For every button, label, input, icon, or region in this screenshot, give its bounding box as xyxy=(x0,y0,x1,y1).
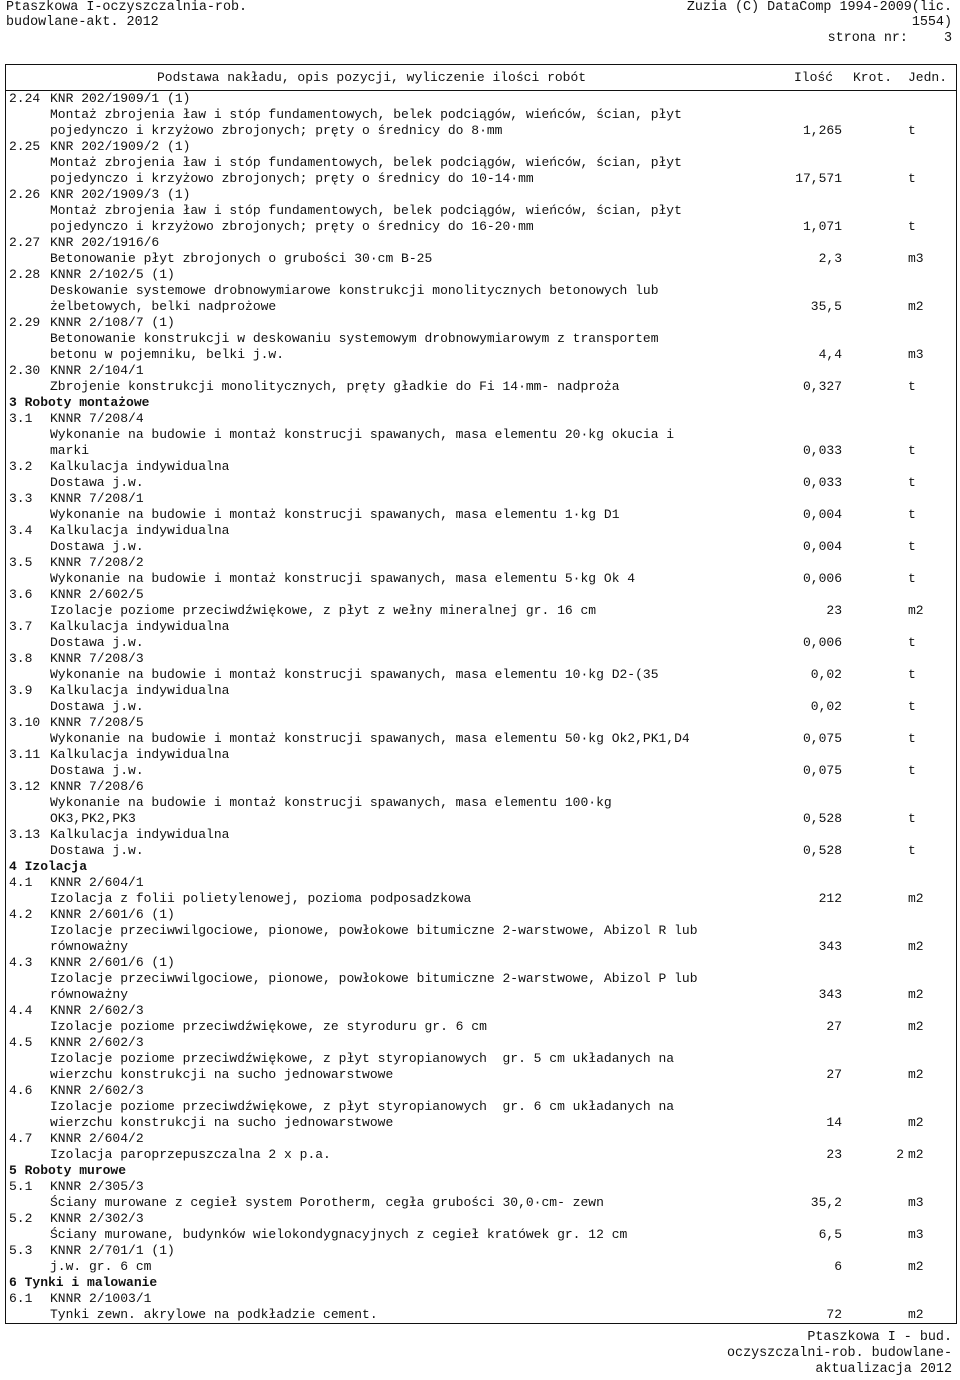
table-row xyxy=(6,155,956,171)
table-row xyxy=(6,635,956,651)
footer xyxy=(727,1330,952,1378)
item-unit: m2 xyxy=(908,939,924,954)
item-description: Wykonanie na budowie i montaż konstrucji spawanych, masa elementu 20·kg okucia i xyxy=(50,427,675,442)
item-number: 3.1 xyxy=(9,411,33,426)
header-project-line1: Ptaszkowa I-oczyszczalnia-rob. xyxy=(6,0,248,15)
item-quantity: 0,528 xyxy=(802,843,842,858)
item-description: KNR 202/1909/2 (1) xyxy=(50,139,191,154)
item-description: OK3,PK2,PK3 xyxy=(50,811,136,826)
item-description: pojedynczo i krzyżowo zbrojonych; pręty o średnicy do 10-14·mm xyxy=(50,171,534,186)
item-unit: t xyxy=(908,507,916,522)
item-description: j.w. gr. 6 cm xyxy=(50,1259,152,1274)
item-description: KNNR 2/602/5 xyxy=(50,587,144,602)
item-description: Dostawa j.w. xyxy=(50,635,144,650)
table-row xyxy=(6,443,956,459)
table-row xyxy=(6,107,956,123)
item-description: KNR 202/1909/1 (1) xyxy=(50,91,191,106)
item-quantity: 27 xyxy=(826,1067,842,1082)
item-quantity: 23 xyxy=(826,1147,842,1162)
item-quantity: 1,071 xyxy=(802,219,842,234)
table-row xyxy=(6,891,956,907)
table-row xyxy=(6,1099,956,1115)
item-unit: t xyxy=(908,731,916,746)
item-unit: m2 xyxy=(908,1259,924,1274)
item-unit: t xyxy=(908,571,916,586)
item-description: KNNR 7/208/2 xyxy=(50,555,144,570)
item-description: Izolacje przeciwwilgociowe, pionowe, powłokowe bitumiczne 2-warstwowe, Abizol R lub xyxy=(50,923,698,938)
table-row xyxy=(6,507,956,523)
table-row xyxy=(6,1195,956,1211)
item-description: Dostawa j.w. xyxy=(50,763,144,778)
item-unit: m2 xyxy=(908,1307,924,1322)
item-unit: m2 xyxy=(908,1115,924,1130)
table-row xyxy=(6,731,956,747)
item-quantity: 212 xyxy=(818,891,842,906)
item-description: KNNR 2/305/3 xyxy=(50,1179,144,1194)
table-row xyxy=(6,603,956,619)
table-row xyxy=(6,1067,956,1083)
item-quantity: 0,033 xyxy=(802,443,842,458)
item-number: 3.4 xyxy=(9,523,33,538)
item-unit: t xyxy=(908,843,916,858)
table-row xyxy=(6,1211,956,1227)
item-description: KNNR 2/602/3 xyxy=(50,1003,144,1018)
item-description: Montaż zbrojenia ław i stóp fundamentowych, belek podciągów, wieńców, ścian, płyt xyxy=(50,155,682,170)
item-quantity: 4,4 xyxy=(818,347,842,362)
item-description: Wykonanie na budowie i montaż konstrucji spawanych, masa elementu 100·kg xyxy=(50,795,612,810)
column-header-quantity: Ilość xyxy=(794,70,834,85)
item-description: KNNR 2/602/3 xyxy=(50,1083,144,1098)
item-quantity: 6,5 xyxy=(818,1227,842,1242)
item-description: KNNR 2/601/6 (1) xyxy=(50,907,175,922)
item-description: Deskowanie systemowe drobnowymiarowe konstrukcji monolitycznych betonowych lub xyxy=(50,283,659,298)
page-label: strona nr: xyxy=(827,31,908,46)
table-row xyxy=(6,987,956,1003)
table-row xyxy=(6,1115,956,1131)
table-row xyxy=(6,923,956,939)
item-quantity: 6 xyxy=(834,1259,842,1274)
item-description: Montaż zbrojenia ław i stóp fundamentowych, belek podciągów, wieńców, ścian, płyt xyxy=(50,107,682,122)
table-row xyxy=(6,619,956,635)
item-unit: t xyxy=(908,123,916,138)
header-software-line2: 1554) xyxy=(911,15,952,30)
item-description: KNNR 7/208/1 xyxy=(50,491,144,506)
item-description: Kalkulacja indywidualna xyxy=(50,827,230,842)
item-number: 3.3 xyxy=(9,491,33,506)
item-description: KNNR 7/208/3 xyxy=(50,651,144,666)
table-row xyxy=(6,747,956,763)
item-number: 3.5 xyxy=(9,555,33,570)
table-row xyxy=(6,1147,956,1163)
item-unit: t xyxy=(908,379,916,394)
table-row xyxy=(6,523,956,539)
item-description: KNNR 2/604/1 xyxy=(50,875,144,890)
item-description: Zbrojenie konstrukcji monolitycznych, pręty gładkie do Fi 14·mm- nadproża xyxy=(50,379,620,394)
table-row xyxy=(6,1083,956,1099)
table-row xyxy=(6,955,956,971)
table-row xyxy=(6,683,956,699)
item-description: Betonowanie płyt zbrojonych o grubości 30·cm B-25 xyxy=(50,251,433,266)
table-row xyxy=(6,843,956,859)
table-row xyxy=(6,331,956,347)
item-unit: t xyxy=(908,443,916,458)
table-row xyxy=(6,491,956,507)
item-number: 3.6 xyxy=(9,587,33,602)
item-quantity: 343 xyxy=(818,939,842,954)
item-description: KNNR 2/601/6 (1) xyxy=(50,955,175,970)
item-description: Izolacja paroprzepuszczalna 2 x p.a. xyxy=(50,1147,331,1162)
item-description: betonu w pojemniku, belki j.w. xyxy=(50,347,285,362)
table-row xyxy=(6,971,956,987)
item-quantity: 27 xyxy=(826,1019,842,1034)
item-number: 4.4 xyxy=(9,1003,33,1018)
table-row xyxy=(6,363,956,379)
item-description: marki xyxy=(50,443,90,458)
item-quantity: 0,004 xyxy=(802,507,842,522)
table-body xyxy=(6,91,956,1323)
item-unit: m2 xyxy=(908,987,924,1002)
item-quantity: 35,2 xyxy=(810,1195,842,1210)
item-quantity: 0,075 xyxy=(802,731,842,746)
item-number: 3.13 xyxy=(9,827,41,842)
item-description: Kalkulacja indywidualna xyxy=(50,523,230,538)
item-description: KNNR 7/208/5 xyxy=(50,715,144,730)
item-description: Kalkulacja indywidualna xyxy=(50,683,230,698)
section-heading-row xyxy=(6,859,956,875)
column-header-multiplier: Krot. xyxy=(853,70,893,85)
item-number: 2.29 xyxy=(9,315,41,330)
item-description: Betonowanie konstrukcji w deskowaniu systemowym drobnowymiarowym z transportem xyxy=(50,331,659,346)
item-description: Tynki zewn. akrylowe na podkładzie cement. xyxy=(50,1307,378,1322)
item-unit: m2 xyxy=(908,1147,924,1162)
table-row xyxy=(6,411,956,427)
item-description: Izolacja z folii polietylenowej, pozioma podposadzkowa xyxy=(50,891,472,906)
table-row xyxy=(6,779,956,795)
table-row xyxy=(6,315,956,331)
item-unit: m2 xyxy=(908,299,924,314)
item-number: 4.3 xyxy=(9,955,33,970)
item-description: Wykonanie na budowie i montaż konstrucji spawanych, masa elementu 50·kg Ok2,PK1,D4 xyxy=(50,731,690,746)
item-description: KNNR 7/208/4 xyxy=(50,411,144,426)
table-row xyxy=(6,1019,956,1035)
item-description: wierzchu konstrukcji na sucho jednowarstwowe xyxy=(50,1115,394,1130)
page-number-block xyxy=(828,31,952,46)
section-heading-row xyxy=(6,1163,956,1179)
table-row xyxy=(6,907,956,923)
item-number: 2.24 xyxy=(9,91,41,106)
cost-estimate-table xyxy=(5,64,957,1324)
table-row xyxy=(6,299,956,315)
item-quantity: 0,02 xyxy=(810,667,842,682)
item-description: Dostawa j.w. xyxy=(50,699,144,714)
table-row xyxy=(6,379,956,395)
section-heading-row xyxy=(6,1275,956,1291)
header-left xyxy=(6,0,247,30)
table-row xyxy=(6,763,956,779)
item-description: żelbetowych, belki nadprożowe xyxy=(50,299,277,314)
item-quantity: 0,528 xyxy=(802,811,842,826)
item-quantity: 0,033 xyxy=(802,475,842,490)
table-row xyxy=(6,475,956,491)
item-description: Izolacje poziome przeciwdźwiękowe, z płyt styropianowych gr. 5 cm układanych na xyxy=(50,1051,675,1066)
item-description: KNR 202/1909/3 (1) xyxy=(50,187,191,202)
item-number: 2.25 xyxy=(9,139,41,154)
section-title: 3 Roboty montażowe xyxy=(9,395,150,410)
item-description: KNNR 2/602/3 xyxy=(50,1035,144,1050)
item-description: KNNR 2/701/1 (1) xyxy=(50,1243,175,1258)
item-quantity: 1,265 xyxy=(802,123,842,138)
item-description: KNR 202/1916/6 xyxy=(50,235,160,250)
item-quantity: 0,075 xyxy=(802,763,842,778)
column-header-description: Podstawa nakładu, opis pozycji, wyliczenie ilości robót xyxy=(157,70,587,85)
table-row xyxy=(6,1003,956,1019)
table-header xyxy=(6,65,956,91)
table-row xyxy=(6,1243,956,1259)
table-row xyxy=(6,555,956,571)
table-row xyxy=(6,1259,956,1275)
item-quantity: 0,006 xyxy=(802,571,842,586)
table-row xyxy=(6,427,956,443)
item-number: 2.27 xyxy=(9,235,41,250)
item-description: Wykonanie na budowie i montaż konstrucji spawanych, masa elementu 1·kg D1 xyxy=(50,507,620,522)
table-row xyxy=(6,267,956,283)
section-heading-row xyxy=(6,395,956,411)
item-description: równoważny xyxy=(50,987,129,1002)
table-row xyxy=(6,587,956,603)
item-number: 2.28 xyxy=(9,267,41,282)
item-description: KNNR 2/102/5 (1) xyxy=(50,267,175,282)
item-unit: m3 xyxy=(908,251,924,266)
item-unit: t xyxy=(908,667,916,682)
item-number: 3.12 xyxy=(9,779,41,794)
item-unit: m2 xyxy=(908,1067,924,1082)
table-row xyxy=(6,1035,956,1051)
table-row xyxy=(6,1291,956,1307)
table-row xyxy=(6,1131,956,1147)
table-row xyxy=(6,91,956,107)
item-unit: t xyxy=(908,171,916,186)
table-row xyxy=(6,1179,956,1195)
item-unit: m2 xyxy=(908,891,924,906)
item-number: 4.2 xyxy=(9,907,33,922)
item-quantity: 343 xyxy=(818,987,842,1002)
item-number: 5.2 xyxy=(9,1211,33,1226)
item-description: pojedynczo i krzyżowo zbrojonych; pręty o średnicy do 8·mm xyxy=(50,123,503,138)
table-row xyxy=(6,939,956,955)
item-description: KNNR 2/302/3 xyxy=(50,1211,144,1226)
item-description: Izolacje przeciwwilgociowe, pionowe, powłokowe bitumiczne 2-warstwowe, Abizol P lub xyxy=(50,971,698,986)
table-row xyxy=(6,139,956,155)
table-row xyxy=(6,811,956,827)
item-description: pojedynczo i krzyżowo zbrojonych; pręty o średnicy do 16-20·mm xyxy=(50,219,534,234)
footer-line1: Ptaszkowa I - bud. xyxy=(807,1330,952,1345)
table-row xyxy=(6,795,956,811)
item-unit: m3 xyxy=(908,1195,924,1210)
table-row xyxy=(6,219,956,235)
header-right xyxy=(687,0,952,30)
table-row xyxy=(6,171,956,187)
item-unit: m2 xyxy=(908,603,924,618)
table-row xyxy=(6,459,956,475)
table-row xyxy=(6,699,956,715)
item-description: wierzchu konstrukcji na sucho jednowarstwowe xyxy=(50,1067,394,1082)
table-row xyxy=(6,1227,956,1243)
table-row xyxy=(6,571,956,587)
item-number: 4.7 xyxy=(9,1131,33,1146)
item-description: Ściany murowane, budynków wielokondygnacyjnych z cegieł kratówek gr. 12 cm xyxy=(50,1227,628,1242)
table-row xyxy=(6,187,956,203)
item-description: Wykonanie na budowie i montaż konstrucji spawanych, masa elementu 10·kg D2-(35 xyxy=(50,667,659,682)
item-unit: m3 xyxy=(908,1227,924,1242)
table-row xyxy=(6,539,956,555)
table-row xyxy=(6,123,956,139)
item-unit: m2 xyxy=(908,1019,924,1034)
item-unit: t xyxy=(908,219,916,234)
footer-line2: oczyszczalni-rob. budowlane- xyxy=(727,1346,952,1361)
item-number: 3.7 xyxy=(9,619,33,634)
item-quantity: 23 xyxy=(826,603,842,618)
item-description: Dostawa j.w. xyxy=(50,843,144,858)
item-description: KNNR 7/208/6 xyxy=(50,779,144,794)
table-row xyxy=(6,1307,956,1323)
table-row xyxy=(6,827,956,843)
item-number: 3.11 xyxy=(9,747,41,762)
item-quantity: 0,004 xyxy=(802,539,842,554)
item-description: KNNR 2/108/7 (1) xyxy=(50,315,175,330)
item-number: 5.1 xyxy=(9,1179,33,1194)
item-quantity: 35,5 xyxy=(810,299,842,314)
item-number: 4.5 xyxy=(9,1035,33,1050)
item-quantity: 0,006 xyxy=(802,635,842,650)
header-software-line1: Zuzia (C) DataComp 1994-2009(lic. xyxy=(686,0,952,15)
item-unit: m3 xyxy=(908,347,924,362)
item-quantity: 17,571 xyxy=(795,171,842,186)
item-description: Dostawa j.w. xyxy=(50,539,144,554)
table-row xyxy=(6,203,956,219)
item-number: 5.3 xyxy=(9,1243,33,1258)
item-number: 2.26 xyxy=(9,187,41,202)
item-description: Ściany murowane z cegieł system Porotherm, cegła grubości 30,0·cm- zewn xyxy=(50,1195,604,1210)
item-description: Kalkulacja indywidualna xyxy=(50,619,230,634)
item-multiplier: 2 xyxy=(896,1147,904,1162)
table-row xyxy=(6,875,956,891)
item-description: KNNR 2/604/2 xyxy=(50,1131,144,1146)
item-unit: t xyxy=(908,699,916,714)
item-unit: t xyxy=(908,763,916,778)
table-row xyxy=(6,651,956,667)
item-number: 3.10 xyxy=(9,715,41,730)
table-row xyxy=(6,1051,956,1067)
item-description: Montaż zbrojenia ław i stóp fundamentowych, belek podciągów, wieńców, ścian, płyt xyxy=(50,203,682,218)
item-description: Izolacje poziome przeciwdźwiękowe, z płyt styropianowych gr. 6 cm układanych na xyxy=(50,1099,675,1114)
item-description: Kalkulacja indywidualna xyxy=(50,459,230,474)
item-description: KNNR 2/1003/1 xyxy=(50,1291,152,1306)
item-quantity: 2,3 xyxy=(818,251,842,266)
item-quantity: 14 xyxy=(826,1115,842,1130)
item-description: Wykonanie na budowie i montaż konstrucji spawanych, masa elementu 5·kg Ok 4 xyxy=(50,571,636,586)
item-number: 4.6 xyxy=(9,1083,33,1098)
item-number: 3.9 xyxy=(9,683,33,698)
item-number: 3.8 xyxy=(9,651,33,666)
item-quantity: 0,327 xyxy=(802,379,842,394)
item-unit: t xyxy=(908,811,916,826)
column-header-unit: Jedn. xyxy=(908,70,948,85)
item-number: 3.2 xyxy=(9,459,33,474)
item-description: Dostawa j.w. xyxy=(50,475,144,490)
page-number: 3 xyxy=(943,31,952,46)
table-row xyxy=(6,347,956,363)
item-number: 6.1 xyxy=(9,1291,33,1306)
table-row xyxy=(6,251,956,267)
item-description: Izolacje poziome przeciwdźwiękowe, z płyt z wełny mineralnej gr. 16 cm xyxy=(50,603,597,618)
section-title: 4 Izolacja xyxy=(9,859,88,874)
table-row xyxy=(6,235,956,251)
item-description: równoważny xyxy=(50,939,129,954)
item-number: 2.30 xyxy=(9,363,41,378)
section-title: 5 Roboty murowe xyxy=(9,1163,127,1178)
item-unit: t xyxy=(908,635,916,650)
item-description: Izolacje poziome przeciwdźwiękowe, ze styroduru gr. 6 cm xyxy=(50,1019,487,1034)
header-project-line2: budowlane-akt. 2012 xyxy=(6,15,159,30)
item-quantity: 72 xyxy=(826,1307,842,1322)
item-unit: t xyxy=(908,475,916,490)
item-description: Kalkulacja indywidualna xyxy=(50,747,230,762)
footer-line3: aktualizacja 2012 xyxy=(815,1362,952,1377)
table-row xyxy=(6,667,956,683)
section-title: 6 Tynki i malowanie xyxy=(9,1275,158,1290)
table-row xyxy=(6,283,956,299)
item-number: 4.1 xyxy=(9,875,33,890)
item-quantity: 0,02 xyxy=(810,699,842,714)
item-description: KNNR 2/104/1 xyxy=(50,363,144,378)
table-row xyxy=(6,715,956,731)
item-unit: t xyxy=(908,539,916,554)
